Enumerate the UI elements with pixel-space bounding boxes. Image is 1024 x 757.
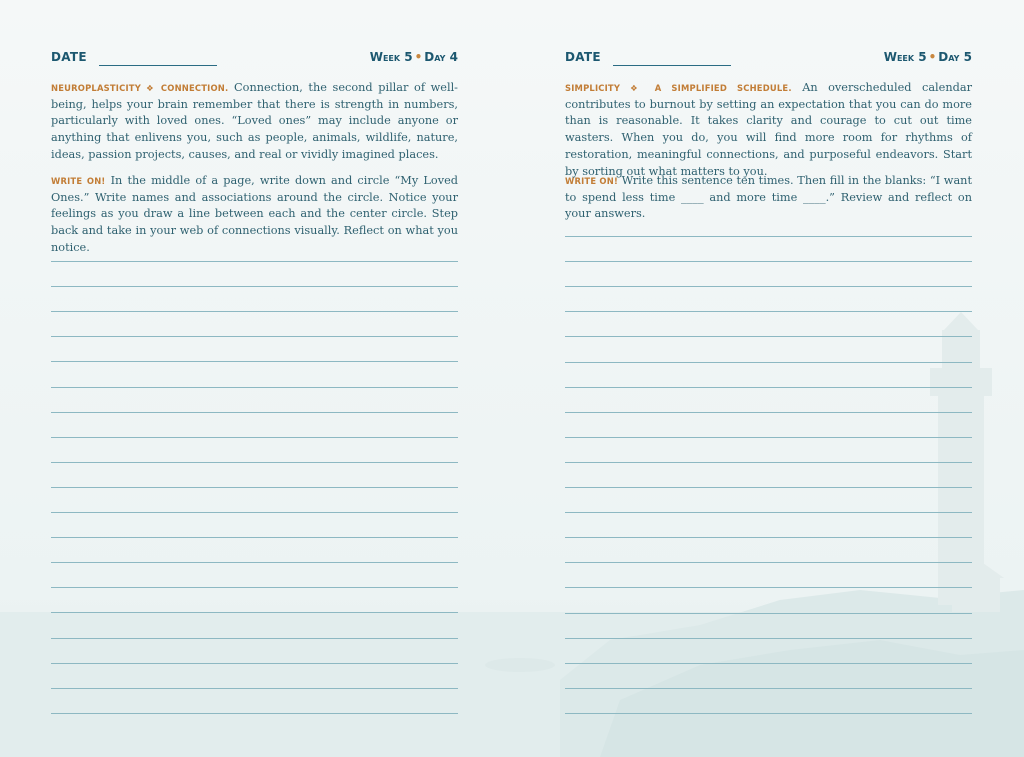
prompt-text: In the middle of a page, write down and circle “My Loved Ones.” Write names and associations around the circle. Notice your feelings as you draw a line between each and the center circle. Step back and take in your web of connections visually. Reflect on what you notice. [51,174,458,254]
writing-line[interactable] [51,537,458,538]
prompt-paragraph [51,173,458,257]
day-label: Day 5 [938,50,972,64]
writing-line[interactable] [565,236,972,237]
prompt-text: Write this sentence ten times. Then fill in the blanks: “I want to spend less time ____ and more time ____.” Review and reflect on your answers. [565,174,972,221]
writing-line[interactable] [51,387,458,388]
writing-line[interactable] [565,462,972,463]
writing-line[interactable] [51,487,458,488]
writing-line[interactable] [51,638,458,639]
writing-line[interactable] [51,713,458,714]
prompt-kicker: WRITE ON! [51,176,106,186]
writing-line[interactable] [51,286,458,287]
writing-line[interactable] [565,613,972,614]
prompt-paragraph [565,173,972,223]
writing-line[interactable] [51,688,458,689]
intro-kicker: NEUROPLASTICITY ❖ CONNECTION. [51,83,229,93]
intro-paragraph [51,80,458,164]
date-label: DATE [51,50,87,64]
writing-line[interactable] [51,663,458,664]
week-day-label [884,50,972,64]
intro-paragraph [565,80,972,180]
writing-line[interactable] [51,512,458,513]
date-field-line[interactable] [613,65,731,66]
week-day-label [370,50,458,64]
left-page-header [51,50,458,70]
date-field-line[interactable] [99,65,217,66]
writing-line[interactable] [51,562,458,563]
bullet-separator: • [928,50,937,64]
writing-line[interactable] [565,286,972,287]
writing-line[interactable] [565,487,972,488]
writing-line[interactable] [51,462,458,463]
writing-line[interactable] [565,713,972,714]
writing-line[interactable] [565,688,972,689]
writing-line[interactable] [565,261,972,262]
prompt-kicker: WRITE ON! [565,176,618,186]
date-label: DATE [565,50,601,64]
writing-line[interactable] [565,311,972,312]
intro-text: Connection, the second pillar of well-being, helps your brain remember that there is strength in numbers, particularly with loved ones. “Loved ones” may include anyone or anything that enlivens you, such as people, animals, wildlife, nature, ideas, passion projects, causes, and real or vividly imagined places. [51,81,458,161]
writing-line[interactable] [51,587,458,588]
writing-line[interactable] [565,387,972,388]
writing-line[interactable] [565,362,972,363]
week-label: Week 5 [369,50,413,64]
day-label: Day 4 [424,50,458,64]
writing-line[interactable] [565,412,972,413]
writing-line[interactable] [565,638,972,639]
left-journal-page [51,0,458,757]
writing-line[interactable] [51,612,458,613]
writing-line[interactable] [51,261,458,262]
writing-line[interactable] [565,562,972,563]
writing-line[interactable] [565,336,972,337]
right-page-header [565,50,972,70]
writing-line[interactable] [565,663,972,664]
right-journal-page [565,0,972,757]
writing-line[interactable] [51,437,458,438]
writing-line[interactable] [565,587,972,588]
writing-line[interactable] [565,537,972,538]
writing-line[interactable] [51,336,458,337]
writing-line[interactable] [51,361,458,362]
writing-line[interactable] [51,311,458,312]
bullet-separator: • [414,50,423,64]
writing-line[interactable] [565,437,972,438]
intro-kicker: SIMPLICITY ❖ A SIMPLIFIED SCHEDULE. [565,83,792,93]
writing-line[interactable] [51,412,458,413]
intro-text: An overscheduled calendar contributes to burnout by setting an expectation that you can do more than is reasonable. It takes clarity and courage to cut out time wasters. When you do, you will find more room for rhythms of restoration, meaningful connections, and purposeful endeavors. Start by sorting out what matters to you. [565,81,972,178]
writing-line[interactable] [565,512,972,513]
week-label: Week 5 [883,50,927,64]
